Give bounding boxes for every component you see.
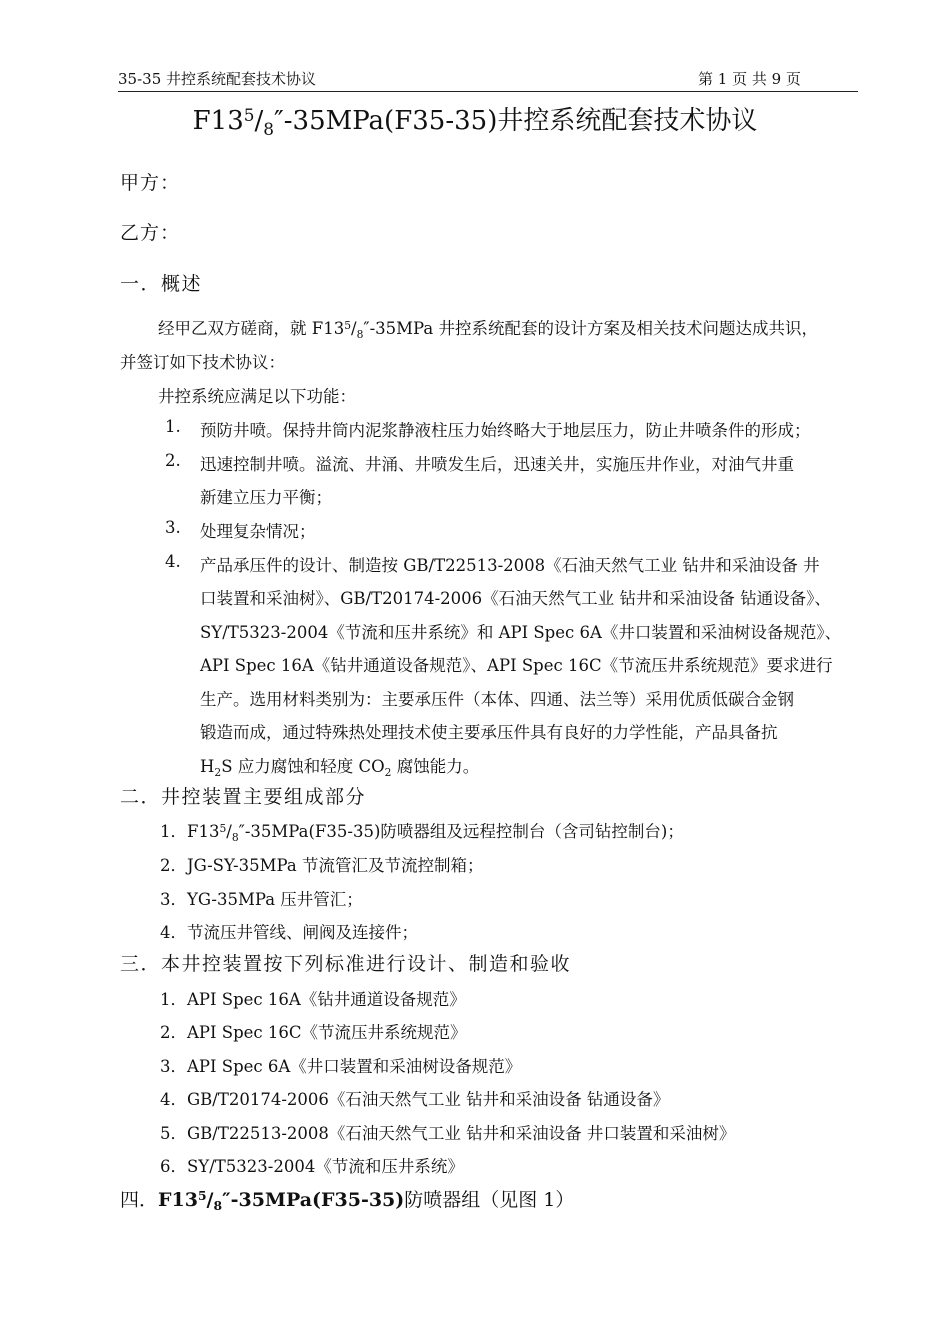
component-1-b: ″-35MPa(F35-35)防喷器组及远程控制台（含司钻控制台)； [238,822,684,841]
intro-sub: 8 [356,327,364,341]
party-b-label: 乙方： [120,222,181,244]
section4-model-a: F13 [158,1189,198,1211]
section4-slash: / [206,1189,214,1211]
section4-heading [120,1185,574,1212]
function-4-number: 4. [165,552,181,571]
intro-slash: / [351,319,357,338]
intro-line-2: 并签订如下技术协议： [120,353,285,372]
standard-6: 6．SY/T5323-2004《节流和压井系统》 [160,1157,464,1176]
intro-sup: 5 [344,319,352,333]
function-1-line: 预防井喷。保持井筒内泥浆静液柱压力始终略大于地层压力，防止井喷条件的形成； [200,421,811,440]
function-4-line-1: 产品承压件的设计、制造按 GB/T22513-2008《石油天然气工业 钻井和采油设备 井 [200,556,820,575]
section4-model-b: ″-35MPa(F35-35) [222,1189,405,1211]
component-4: 4．节流压井管线、闸阀及连接件； [160,923,418,942]
standard-4: 4．GB/T20174-2006《石油天然气工业 钻井和采油设备 钻通设备》 [160,1090,670,1109]
function-4-line-6: 锻造而成，通过特殊热处理技术使主要承压件具有良好的力学性能，产品具备抗 [200,723,778,742]
function-4-line-4: API Spec 16A《钻井通道设备规范》、API Spec 16C《节流压井系统规范》要求进行 [200,656,833,675]
title-slash: / [254,106,264,136]
function-4-line-3: SY/T5323-2004《节流和压井系统》和 API Spec 6A《井口装置和采油树设备规范》、 [200,623,842,642]
function-4-line-2: 口装置和采油树》、GB/T20174-2006《石油天然气工业 钻井和采油设备 钻通设备》、 [200,589,831,608]
function-3-line: 处理复杂情况； [200,522,316,541]
function-1-number: 1. [165,417,181,436]
function-4-line-5: 生产。选用材料类别为：主要承压件（本体、四通、法兰等）采用优质低碳合金钢 [200,690,794,709]
component-1 [160,818,684,842]
component-1-sup: 5 [219,822,227,836]
title-sub: 8 [263,118,275,139]
title-pre: F13 [192,106,244,136]
co2-sub: 2 [384,765,392,779]
section2-heading: 二．井控装置主要组成部分 [120,786,367,808]
header-doc-title: 35-35 井控系统配套技术协议 [118,70,317,88]
function-2-number: 2. [165,451,181,470]
standard-1: 1．API Spec 16A《钻井通道设备规范》 [160,990,466,1009]
standard-5: 5．GB/T22513-2008《石油天然气工业 钻井和采油设备 井口装置和采油树》 [160,1124,736,1143]
component-3: 3．YG-35MPa 压井管汇； [160,890,363,909]
section3-heading: 三．本井控装置按下列标准进行设计、制造和验收 [120,953,572,975]
standard-2: 2．API Spec 16C《节流压井系统规范》 [160,1023,467,1042]
section1-heading: 一．概述 [120,273,203,295]
section4-sup: 5 [197,1188,207,1204]
h2s-mid: S 应力腐蚀和轻度 CO [221,757,385,776]
component-1-a: 1．F13 [160,822,220,841]
h2s-end: 腐蚀能力。 [391,757,480,776]
component-1-sub: 8 [231,830,239,844]
section4-text: 防喷器组（见图 1） [404,1189,575,1211]
title-sup: 5 [243,105,255,126]
function-2-line-2: 新建立压力平衡； [200,488,332,507]
title-post: ″-35MPa(F35-35)井控系统配套技术协议 [274,106,758,136]
party-a-label: 甲方： [120,172,181,194]
intro-text-a: 经甲乙双方磋商，就 F13 [158,319,345,338]
header-page-number: 第 1 页 共 9 页 [698,70,801,88]
section4-num: 四． [120,1189,159,1211]
component-2: 2．JG-SY-35MPa 节流管汇及节流控制箱； [160,856,484,875]
standard-3: 3．API Spec 6A《井口装置和采油树设备规范》 [160,1057,522,1076]
intro-text-b: ″-35MPa 井控系统配套的设计方案及相关技术问题达成共识， [363,319,818,338]
function-3-number: 3. [165,518,181,537]
function-4-line-7 [200,753,479,777]
function-2-line-1: 迅速控制井喷。溢流、井涌、井喷发生后，迅速关井，实施压井作业，对油气井重 [200,455,794,474]
header-rule [118,91,858,92]
component-1-slash: / [226,822,232,841]
intro-line-1 [158,315,818,339]
page-title [0,100,950,137]
section4-sub: 8 [213,1198,223,1214]
h2s-h: H [200,757,215,776]
functions-title: 井控系统应满足以下功能： [158,387,356,406]
h2s-sub: 2 [214,765,222,779]
